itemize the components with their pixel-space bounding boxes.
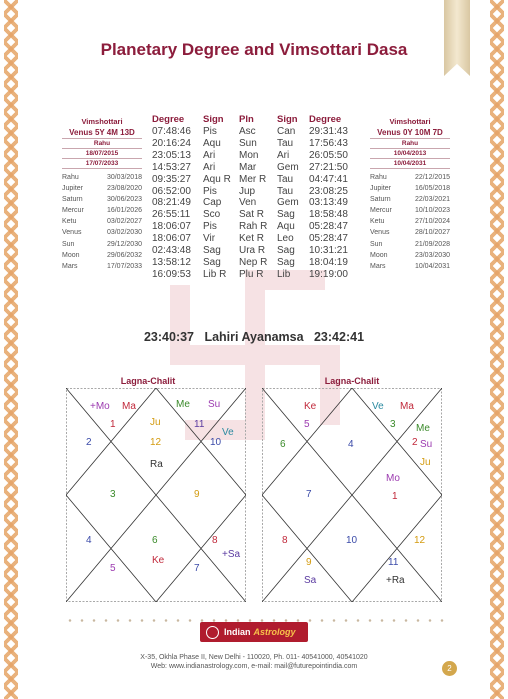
table-row: [152, 257, 364, 269]
list-item: Mercur 16/01/2026: [62, 207, 142, 215]
table-cell: Lib R: [203, 268, 227, 280]
list-item: Jupiter 23/08/2020: [62, 185, 142, 193]
table-row: [152, 138, 364, 150]
table-cell: 16:09:53: [152, 268, 191, 280]
table-cell: Rah R: [239, 221, 268, 233]
chart-label: 9: [306, 557, 312, 568]
indian-astrology-logo: Indian Astrology: [200, 622, 308, 642]
right-ornamental-border: [490, 0, 504, 699]
ayanamsa-left-value: 23:40:37: [143, 330, 195, 344]
chart-label: 3: [390, 419, 396, 430]
chart-label: Me: [416, 423, 430, 434]
right-chart-grid: [262, 388, 442, 602]
ayanamsa-line: [0, 330, 508, 344]
table-row: [152, 162, 364, 174]
table-cell: 06:52:00: [152, 185, 191, 197]
chart-label: Sa: [304, 575, 317, 586]
chart-label: Ve: [222, 427, 234, 438]
chart-label: Su: [208, 399, 221, 410]
left-dasa-lord: Rahu: [62, 138, 142, 148]
right-chart-title: Lagna-Chalit: [324, 376, 380, 386]
table-cell: 08:21:49: [152, 197, 191, 209]
table-row: [152, 197, 364, 209]
chart-label: 8: [212, 535, 218, 546]
table-cell: 26:05:50: [309, 149, 348, 161]
chart-label: +Ra: [386, 575, 405, 586]
table-cell: Tau: [277, 173, 294, 185]
table-cell: 04:47:41: [309, 173, 348, 185]
table-cell: Gem: [277, 197, 299, 209]
right-dasa-list: [370, 172, 450, 272]
page-title: Planetary Degree and Vimsottari Dasa: [100, 40, 408, 59]
left-chart-title: Lagna-Chalit: [120, 376, 176, 386]
table-cell: Asc: [239, 126, 256, 137]
chart-label: Ke: [304, 401, 317, 412]
chart-label: 9: [194, 489, 200, 500]
table-cell: Tau: [277, 137, 294, 149]
left-dasa-list: [62, 172, 142, 272]
table-cell: 27:21:50: [309, 161, 348, 173]
chart-label: 1: [392, 491, 398, 502]
table-cell: Aqu: [277, 221, 295, 233]
chart-label: 1: [110, 419, 116, 430]
table-row: [152, 269, 364, 281]
table-cell: Sat R: [239, 209, 265, 221]
table-cell: 09:35:27: [152, 173, 191, 185]
table-cell: 18:06:07: [152, 221, 191, 233]
chart-label: 7: [194, 563, 200, 574]
table-row: [152, 221, 364, 233]
table-cell: Ari: [277, 149, 290, 161]
table-cell: Can: [277, 126, 296, 137]
table-cell: Mon: [239, 149, 259, 161]
table-cell: Aqu R: [203, 173, 231, 185]
list-item: Sun 21/09/2028: [370, 240, 450, 248]
table-row: [152, 186, 364, 198]
chart-label: +Sa: [222, 549, 241, 560]
chart-label: Ju: [420, 457, 431, 468]
list-item: Moon 29/06/2032: [62, 251, 142, 259]
chart-label: 4: [86, 535, 92, 546]
list-item: Rahu 22/12/2015: [370, 174, 450, 181]
list-item: Saturn 22/03/2021: [370, 196, 450, 204]
table-cell: 03:13:49: [309, 197, 348, 209]
left-ornamental-border: [4, 0, 18, 699]
table-cell: Sag: [203, 245, 221, 257]
table-cell: 17:56:43: [309, 137, 348, 149]
chart-label: 2: [86, 437, 92, 448]
chart-label: Su: [420, 439, 433, 450]
chart-label: 2: [412, 437, 418, 448]
table-cell: Ura R: [239, 245, 266, 257]
right-dasa-block: [370, 116, 450, 272]
chart-label: Ra: [150, 459, 163, 470]
left-dasa-start: 18/07/2015: [62, 148, 142, 158]
chart-label: 3: [110, 489, 116, 500]
table-cell: Sag: [203, 256, 221, 268]
chart-label: 8: [282, 535, 288, 546]
table-row: [152, 174, 364, 186]
left-dasa-balance: Venus 5Y 4M 13D: [69, 128, 135, 137]
chart-label: Ve: [372, 401, 384, 412]
list-item: Venus 03/02/2030: [62, 229, 142, 237]
table-cell: 23:08:25: [309, 185, 348, 197]
table-cell: 20:16:24: [152, 137, 191, 149]
table-cell: Lib: [277, 268, 291, 280]
ayanamsa-right-value: 23:42:41: [313, 330, 365, 344]
list-item: Saturn 30/06/2023: [62, 196, 142, 204]
chart-label: Mo: [386, 473, 400, 484]
bookmark-ribbon: [444, 0, 470, 76]
left-dasa-heading: Vimshottari: [81, 117, 123, 126]
chart-label: 10: [210, 437, 222, 448]
table-cell: Ari: [203, 161, 216, 173]
list-item: Ketu 27/10/2024: [370, 218, 450, 226]
chart-label: Ma: [122, 401, 136, 412]
table-row: [152, 150, 364, 162]
footer-address: X-35, Okhla Phase II, New Delhi - 110020, Ph. 011- 40541000, 40541020 Web: www.indianastrology.com, e-mail: mail@futurepointindia.com: [140, 654, 368, 670]
right-dasa-lord: Rahu: [370, 138, 450, 148]
table-cell: 18:04:19: [309, 256, 348, 268]
table-cell: Pis: [203, 126, 217, 137]
table-cell: Mer R: [239, 173, 267, 185]
table-cell: 07:48:46: [152, 126, 191, 137]
ayanamsa-label: Lahiri Ayanamsa: [204, 330, 304, 344]
table-cell: Aqu: [203, 137, 221, 149]
table-row: [152, 126, 364, 138]
table-cell: 19:19:00: [309, 268, 348, 280]
table-cell: Ari: [203, 149, 216, 161]
chart-label: 6: [280, 439, 286, 450]
list-item: Moon 23/03/2030: [370, 251, 450, 259]
table-cell: 10:31:21: [309, 245, 348, 257]
page-number: 2: [442, 661, 457, 676]
left-dasa-block: [62, 116, 142, 272]
table-cell: 18:06:07: [152, 233, 191, 245]
list-item: Mars 10/04/2031: [370, 262, 450, 270]
list-item: Ketu 03/02/2027: [62, 218, 142, 226]
chart-label: Me: [176, 399, 190, 410]
table-cell: 14:53:27: [152, 161, 191, 173]
chart-label: Ju: [150, 417, 161, 428]
table-row: [152, 233, 364, 245]
chart-label: 11: [194, 419, 205, 430]
logo-emblem-icon: [206, 626, 219, 639]
table-cell: Cap: [203, 197, 222, 209]
table-row: [152, 209, 364, 221]
planet-degree-table: [152, 114, 364, 281]
table-cell: Tau: [277, 185, 294, 197]
table-cell: 18:58:48: [309, 209, 348, 221]
table-cell: Sco: [203, 209, 221, 221]
table-cell: 02:43:48: [152, 245, 191, 257]
list-item: Rahu 30/03/2018: [62, 174, 142, 181]
chart-label: 10: [346, 535, 358, 546]
table-cell: Nep R: [239, 256, 268, 268]
table-cell: Gem: [277, 161, 299, 173]
chart-label: Ke: [152, 555, 165, 566]
chart-label: 11: [388, 557, 399, 568]
table-cell: Sag: [277, 245, 295, 257]
chart-label: 7: [306, 489, 312, 500]
table-cell: Mar: [239, 161, 257, 173]
table-cell: Leo: [277, 233, 294, 245]
table-cell: Sag: [277, 209, 295, 221]
table-cell: Ven: [239, 197, 257, 209]
table-cell: Pis: [203, 185, 217, 197]
list-item: Mars 17/07/2033: [62, 262, 142, 270]
table-cell: 23:05:13: [152, 149, 191, 161]
right-dasa-end: 10/04/2031: [370, 158, 450, 169]
table-header: Degree Sign Pln Sign Degree: [152, 114, 342, 125]
chart-label: 5: [304, 419, 310, 430]
table-cell: Pis: [203, 221, 217, 233]
table-cell: 26:55:11: [152, 209, 191, 221]
right-dasa-balance: Venus 0Y 10M 7D: [377, 128, 443, 137]
chart-label: Ma: [400, 401, 414, 412]
chart-label: 12: [150, 437, 162, 448]
left-lagna-chalit-chart: [66, 388, 246, 602]
table-cell: 05:28:47: [309, 221, 348, 233]
right-dasa-heading: Vimshottari: [389, 117, 431, 126]
table-body: [152, 126, 364, 281]
list-item: Sun 29/12/2030: [62, 240, 142, 248]
list-item: Venus 28/10/2027: [370, 229, 450, 237]
left-dasa-end: 17/07/2033: [62, 158, 142, 169]
table-cell: 13:58:12: [152, 256, 191, 268]
table-cell: Ket R: [239, 233, 265, 245]
table-cell: Vir: [203, 233, 216, 245]
list-item: Mercur 10/10/2023: [370, 207, 450, 215]
table-cell: Sun: [239, 137, 257, 149]
chart-label: 5: [110, 563, 116, 574]
list-item: Jupiter 16/05/2018: [370, 185, 450, 193]
table-row: [152, 245, 364, 257]
chart-label: 12: [414, 535, 426, 546]
right-lagna-chalit-chart: [262, 388, 442, 602]
table-cell: Jup: [239, 185, 256, 197]
right-dasa-start: 10/04/2013: [370, 148, 450, 158]
table-cell: Sag: [277, 256, 295, 268]
table-cell: 29:31:43: [309, 126, 348, 137]
table-cell: 05:28:47: [309, 233, 348, 245]
chart-label: 4: [348, 439, 354, 450]
chart-label: +Mo: [90, 401, 110, 412]
table-cell: Plu R: [239, 268, 264, 280]
chart-label: 6: [152, 535, 158, 546]
